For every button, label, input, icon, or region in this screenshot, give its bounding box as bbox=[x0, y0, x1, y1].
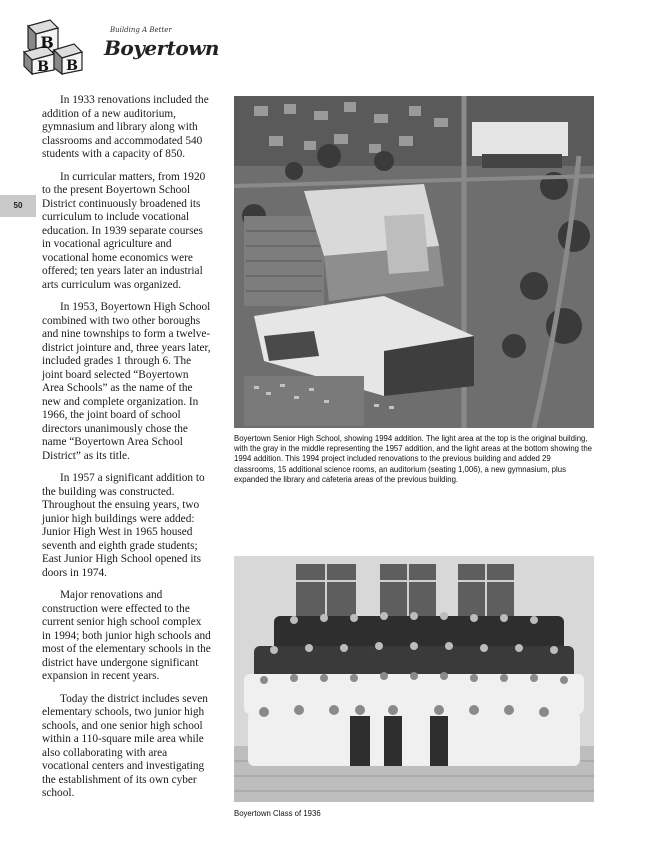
paragraph: In curricular matters, from 1920 to the present Boyertown School District continuously broadened its curriculum to include vocational education. In 1939 separate courses in vocational agriculture and vocational home economics were offered; ten years later an industrial arts curriculum was organized. bbox=[42, 170, 206, 291]
paragraph: In 1957 a significant addition to the building was constructed. Throughout the ensuing years, two junior high buildings were added: Junior High West in 1965 housed seventh and eighth grade students; East Junior High School opened its doors in 1974. bbox=[42, 472, 205, 579]
class-photo-caption: Boyertown Class of 1936 bbox=[234, 809, 321, 818]
paragraph: In 1933 renovations included the addition of a new auditorium, gymnasium and library along with classrooms and accommodated 540 students with a capacity of 850. bbox=[42, 94, 209, 160]
aerial-school-photo bbox=[234, 96, 594, 428]
page-number: 50 bbox=[0, 195, 36, 217]
alphabet-blocks-icon bbox=[20, 18, 100, 76]
aerial-photo-caption: Boyertown Senior High School, showing 1994 addition. The light area at the top is the original building, with the gray in the middle representing the 1957 addition, and the light areas at the bottom showing the 1994 addition. This 1994 project included renovations to the previous building and added 29 classrooms, 15 additional science rooms, an auditorium (seating 1,006), a new gymnasium, plus expanded the library and cafeteria areas of the previous building. bbox=[234, 434, 593, 484]
block-letter: B bbox=[37, 59, 49, 75]
logo-tagline: Building A Better bbox=[110, 26, 172, 34]
article-text bbox=[42, 94, 212, 810]
block-letter: B bbox=[66, 58, 78, 74]
logo-brand: Boyertown bbox=[104, 36, 219, 60]
boyertown-logo bbox=[20, 18, 219, 76]
paragraph: Major renovations and construction were effected to the current senior high school complex in 1994; both junior high schools and most of the elementary schools in the district have undergone significant expansion in recent years. bbox=[42, 589, 211, 682]
paragraph: In 1953, Boyertown High School combined with two other boroughs and nine townships to form a twelve-district jointure and, three years later, included grades 1 through 6. The joint board selected “Boyertown Area Schools” as the name of the new and complete organization. In 1966, the joint board of school directors unanimously chose the name “Boyertown Area School District” as its title. bbox=[42, 301, 211, 462]
block-letter: B bbox=[40, 33, 54, 52]
paragraph: Today the district includes seven elementary schools, two junior high schools, and one senior high school within a 110-square mile area while also collaborating with area vocational centers and investigating the establishment of its own cyber school. bbox=[42, 692, 208, 799]
class-of-1936-photo bbox=[234, 556, 594, 802]
